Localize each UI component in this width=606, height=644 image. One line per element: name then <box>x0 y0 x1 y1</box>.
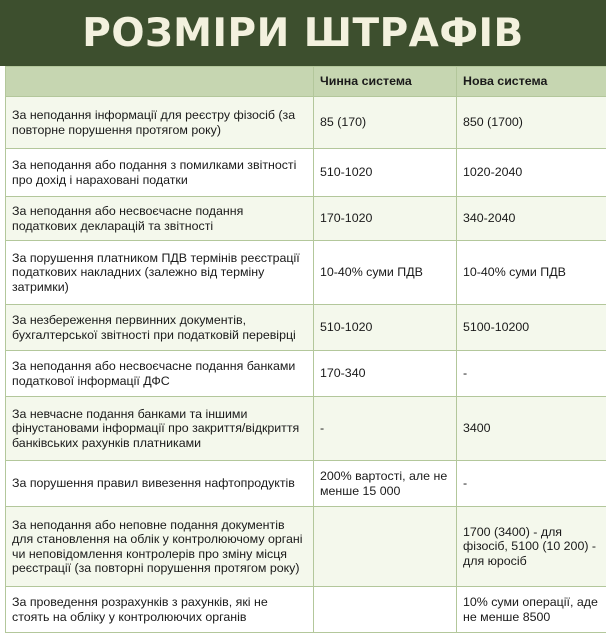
current-fine-cell: 510-1020 <box>314 149 457 197</box>
table-row <box>6 149 606 197</box>
current-fine-cell <box>314 507 457 587</box>
table-row <box>6 397 606 461</box>
current-fine-cell: - <box>314 397 457 461</box>
violation-cell: За невчасне подання банками та іншими фінустановами інформації про закриття/відкриття банківських рахунків платниками <box>6 397 314 461</box>
violation-cell: За неподання або неповне подання документів для становлення на облік у контролюючому органі чи неповідомлення контролерів про зміну місця реєстрації (за повторні порушення протягом року) <box>6 507 314 587</box>
current-fine-cell: 510-1020 <box>314 305 457 351</box>
new-fine-cell: 1020-2040 <box>457 149 606 197</box>
new-fine-cell: 3400 <box>457 397 606 461</box>
current-fine-cell: 170-1020 <box>314 197 457 241</box>
violation-cell: За неподання або подання з помилками звітності про дохід і нараховані податки <box>6 149 314 197</box>
violation-cell: За неподання або несвоєчасне подання банками податкової інформації ДФС <box>6 351 314 397</box>
table-header-row <box>6 67 606 97</box>
current-fine-cell <box>314 587 457 633</box>
violation-cell: За незбереження первинних документів, бухгалтерської звітності при податковій перевірці <box>6 305 314 351</box>
new-fine-cell: - <box>457 351 606 397</box>
new-fine-cell: 5100-10200 <box>457 305 606 351</box>
new-fine-cell: 10-40% суми ПДВ <box>457 241 606 305</box>
current-fine-cell: 85 (170) <box>314 97 457 149</box>
violation-cell: За порушення платником ПДВ термінів реєстрації податкових накладних (залежно від терміну затримки) <box>6 241 314 305</box>
violation-cell: За проведення розрахунків з рахунків, які не стоять на обліку у контролюючих органів <box>6 587 314 633</box>
fines-table-container <box>5 66 606 633</box>
new-fine-cell: - <box>457 461 606 507</box>
header-current-system: Чинна система <box>314 67 457 97</box>
title-banner <box>0 0 606 66</box>
table-row <box>6 241 606 305</box>
violation-cell: За неподання або несвоєчасне подання податкових декларацій та звітності <box>6 197 314 241</box>
current-fine-cell: 10-40% суми ПДВ <box>314 241 457 305</box>
page-title: РОЗМІРИ ШТРАФІВ <box>82 10 524 56</box>
header-violation <box>6 67 314 97</box>
new-fine-cell: 1700 (3400) - для фізосіб, 5100 (10 200) - для юросіб <box>457 507 606 587</box>
table-row <box>6 197 606 241</box>
new-fine-cell: 10% суми операції, аде не менше 8500 <box>457 587 606 633</box>
header-new-system: Нова система <box>457 67 606 97</box>
fines-table <box>5 66 606 633</box>
violation-cell: За неподання інформації для реєстру фізосіб (за повторне порушення протягом року) <box>6 97 314 149</box>
table-row <box>6 461 606 507</box>
current-fine-cell: 200% вартості, але не менше 15 000 <box>314 461 457 507</box>
violation-cell: За порушення правил вивезення нафтопродуктів <box>6 461 314 507</box>
table-row <box>6 305 606 351</box>
new-fine-cell: 850 (1700) <box>457 97 606 149</box>
table-row <box>6 351 606 397</box>
table-row <box>6 587 606 633</box>
new-fine-cell: 340-2040 <box>457 197 606 241</box>
table-row <box>6 507 606 587</box>
current-fine-cell: 170-340 <box>314 351 457 397</box>
table-row <box>6 97 606 149</box>
